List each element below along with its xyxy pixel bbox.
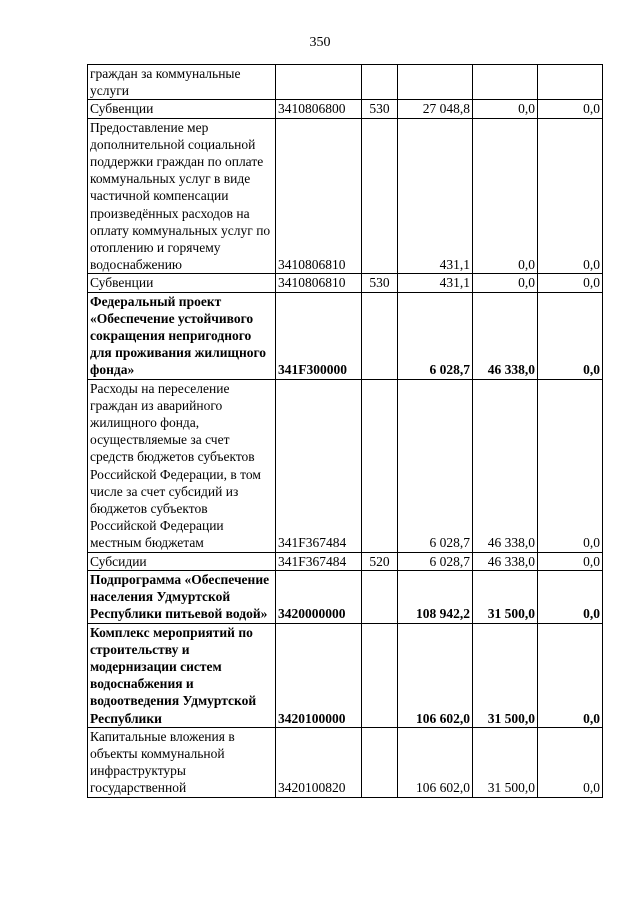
row-value-3: 0,0 xyxy=(538,274,603,292)
row-code xyxy=(276,65,362,100)
budget-table xyxy=(87,64,603,798)
row-value-3: 0,0 xyxy=(538,727,603,797)
row-value-1: 108 942,2 xyxy=(398,570,473,623)
table-row xyxy=(88,274,603,292)
row-value-2 xyxy=(473,65,538,100)
row-value-3: 0,0 xyxy=(538,292,603,379)
row-code: 3410806810 xyxy=(276,274,362,292)
row-value-2: 46 338,0 xyxy=(473,292,538,379)
table-row xyxy=(88,570,603,623)
row-code: 341F300000 xyxy=(276,292,362,379)
row-value-2: 31 500,0 xyxy=(473,623,538,727)
page-number: 350 xyxy=(309,35,331,50)
row-value-1: 6 028,7 xyxy=(398,379,473,552)
row-expense-type: 530 xyxy=(362,274,398,292)
row-name: Капитальные вложения в объекты коммунальной инфраструктуры государственной xyxy=(88,727,276,797)
row-expense-type xyxy=(362,65,398,100)
row-code: 341F367484 xyxy=(276,552,362,570)
row-value-1: 431,1 xyxy=(398,118,473,274)
row-expense-type: 530 xyxy=(362,100,398,118)
row-expense-type: 520 xyxy=(362,552,398,570)
row-name: Комплекс мероприятий по строительству и модернизации систем водоснабжения и водоотведения Удмуртской Республики xyxy=(88,623,276,727)
row-value-1: 27 048,8 xyxy=(398,100,473,118)
row-value-1 xyxy=(398,65,473,100)
table-row xyxy=(88,552,603,570)
row-value-3: 0,0 xyxy=(538,118,603,274)
row-name: Субсидии xyxy=(88,552,276,570)
row-code: 3420000000 xyxy=(276,570,362,623)
row-value-1: 431,1 xyxy=(398,274,473,292)
row-code: 3410806810 xyxy=(276,118,362,274)
row-name: Подпрограмма «Обеспечение населения Удмуртской Республики питьевой водой» xyxy=(88,570,276,623)
row-value-3: 0,0 xyxy=(538,570,603,623)
row-value-1: 106 602,0 xyxy=(398,727,473,797)
row-code: 341F367484 xyxy=(276,379,362,552)
row-value-3: 0,0 xyxy=(538,379,603,552)
row-code: 3410806800 xyxy=(276,100,362,118)
row-name: Субвенции xyxy=(88,100,276,118)
table-row xyxy=(88,727,603,797)
row-expense-type xyxy=(362,379,398,552)
table-row xyxy=(88,379,603,552)
row-name: граждан за коммунальные услуги xyxy=(88,65,276,100)
row-value-2: 0,0 xyxy=(473,118,538,274)
row-value-2: 46 338,0 xyxy=(473,552,538,570)
row-value-1: 6 028,7 xyxy=(398,292,473,379)
row-value-3: 0,0 xyxy=(538,552,603,570)
budget-table-body xyxy=(88,65,603,798)
row-value-3: 0,0 xyxy=(538,623,603,727)
row-expense-type xyxy=(362,570,398,623)
table-row xyxy=(88,118,603,274)
row-expense-type xyxy=(362,727,398,797)
row-code: 3420100820 xyxy=(276,727,362,797)
row-code: 3420100000 xyxy=(276,623,362,727)
row-value-2: 31 500,0 xyxy=(473,727,538,797)
table-row xyxy=(88,100,603,118)
row-value-1: 106 602,0 xyxy=(398,623,473,727)
table-row xyxy=(88,623,603,727)
row-name: Предоставление мер дополнительной социальной поддержки граждан по оплате коммунальных услуг в виде частичной компенсации произведённых расходов на оплату коммунальных услуг по отоплению и горячему водоснабжению xyxy=(88,118,276,274)
row-value-3 xyxy=(538,65,603,100)
table-row xyxy=(88,292,603,379)
row-value-2: 46 338,0 xyxy=(473,379,538,552)
row-value-1: 6 028,7 xyxy=(398,552,473,570)
row-value-3: 0,0 xyxy=(538,100,603,118)
row-value-2: 0,0 xyxy=(473,100,538,118)
row-name: Федеральный проект «Обеспечение устойчивого сокращения непригодного для проживания жилищного фонда» xyxy=(88,292,276,379)
row-expense-type xyxy=(362,292,398,379)
row-name: Субвенции xyxy=(88,274,276,292)
table-row xyxy=(88,65,603,100)
row-value-2: 0,0 xyxy=(473,274,538,292)
row-expense-type xyxy=(362,118,398,274)
row-expense-type xyxy=(362,623,398,727)
row-value-2: 31 500,0 xyxy=(473,570,538,623)
row-name: Расходы на переселение граждан из аварийного жилищного фонда, осуществляемые за счет средств бюджетов субъектов Российской Федерации, в том числе за счет субсидий из бюджетов субъектов Российской Федерации местным бюджетам xyxy=(88,379,276,552)
